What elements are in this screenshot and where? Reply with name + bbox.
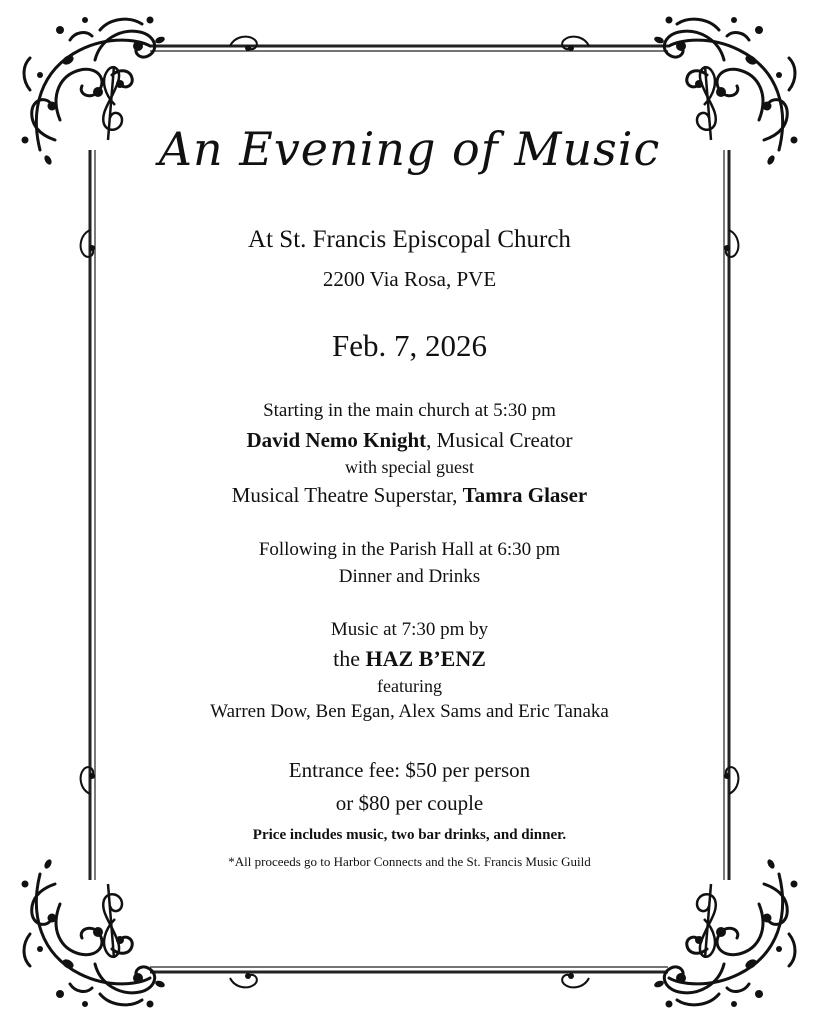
fee-per-person: Entrance fee: $50 per person	[288, 758, 531, 782]
invitation-title: An Evening of Music	[158, 122, 661, 176]
fee-per-couple: or $80 per couple	[335, 791, 484, 815]
segment2-detail: Dinner and Drinks	[338, 566, 481, 587]
segment3-intro: Music at 7:30 pm by	[330, 619, 489, 640]
band-prefix: the	[333, 646, 366, 671]
segment2-intro: Following in the Parish Hall at 6:30 pm	[258, 539, 561, 560]
performer-name: David Nemo Knight	[246, 428, 427, 452]
band-line	[0, 646, 819, 672]
segment1-intro: Starting in the main church at 5:30 pm	[263, 400, 556, 421]
segment1-performer	[0, 428, 819, 453]
guest-name: Tamra Glaser	[462, 483, 588, 507]
price-includes: Price includes music, two bar drinks, and dinner.	[252, 827, 567, 843]
segment1-guest	[0, 483, 819, 508]
band-members: Warren Dow, Ben Egan, Alex Sams and Eric Tanaka	[210, 701, 609, 722]
segment1-guest-intro: with special guest	[345, 457, 474, 477]
venue-address: 2200 Via Rosa, PVE	[322, 267, 497, 291]
performer-role: , Musical Creator	[426, 428, 573, 452]
event-date: Feb. 7, 2026	[332, 328, 487, 363]
venue-name: At St. Francis Episcopal Church	[248, 226, 571, 253]
guest-role: Musical Theatre Superstar,	[231, 483, 463, 507]
featuring-label: featuring	[377, 676, 442, 696]
proceeds-note: *All proceeds go to Harbor Connects and the St. Francis Music Guild	[228, 854, 591, 869]
band-name: HAZ B’ENZ	[365, 646, 486, 671]
